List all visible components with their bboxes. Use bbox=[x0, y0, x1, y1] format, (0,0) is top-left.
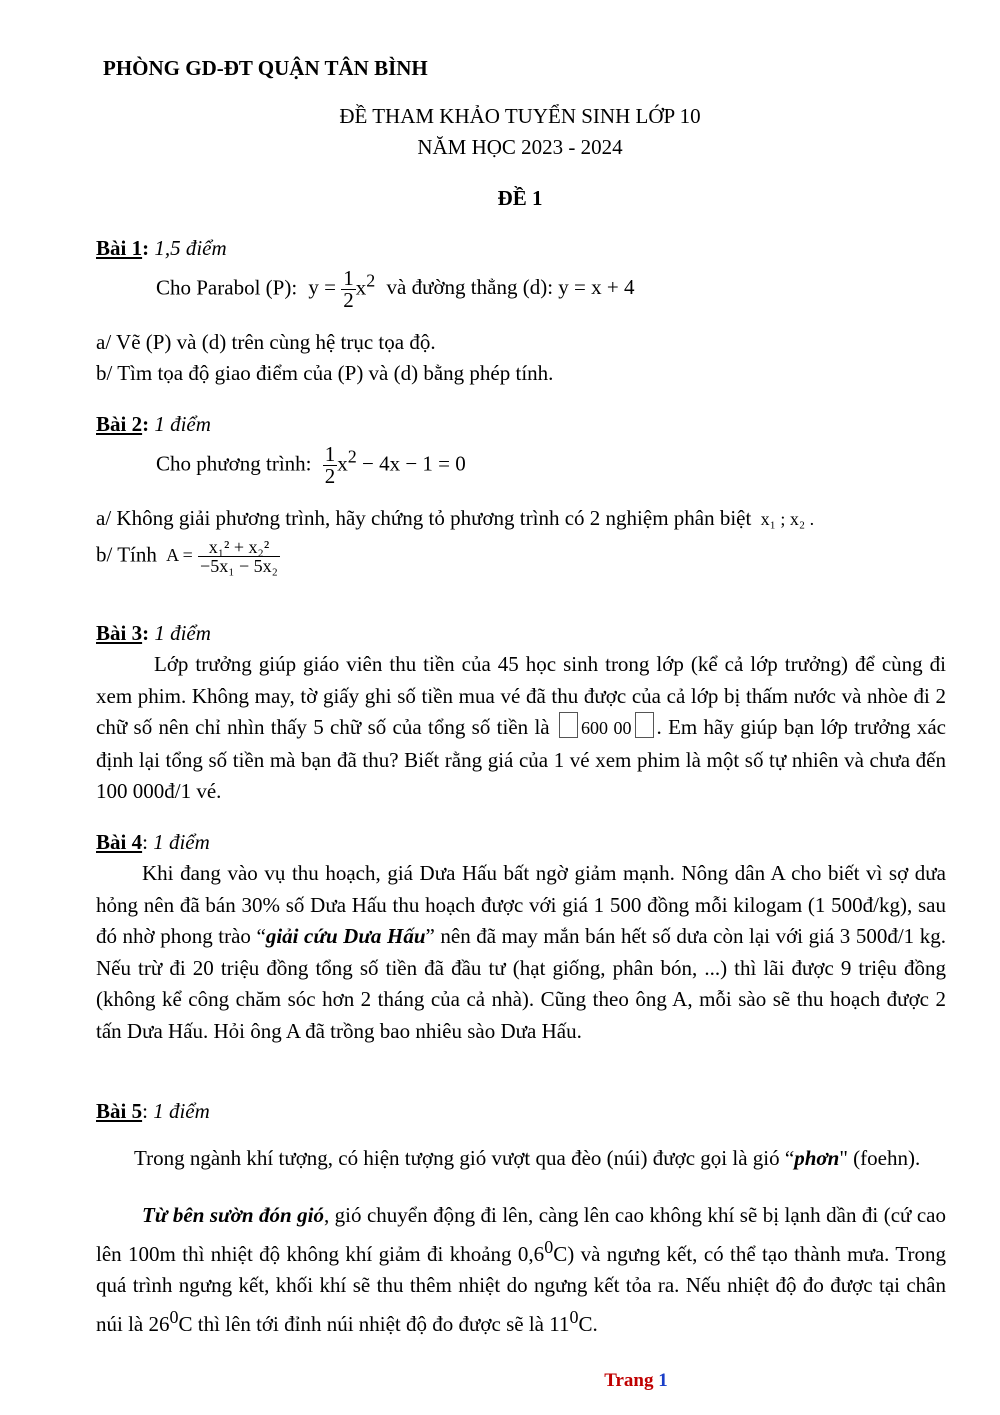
bai2-b-fraction: $\frac{\text{x₁² + x₂²}}{\text{−5x₁ − 5x₂}}$ bbox=[200, 537, 278, 576]
emphasis-text: giải cứu Dưa Hấu bbox=[265, 924, 426, 948]
bai1-eq-x: x bbox=[355, 275, 367, 300]
bai2-eq-x: x bbox=[337, 451, 348, 476]
windward-term: Từ bên sườn đón gió bbox=[142, 1203, 324, 1227]
office-name: PHÒNG GD-ĐT QUẬN TÂN BÌNH bbox=[103, 56, 428, 80]
bai4-points: 1 điểm bbox=[153, 830, 210, 854]
bai1-label: Bài 1 bbox=[96, 236, 143, 260]
foehn-term: phơn bbox=[794, 1146, 840, 1170]
bai4-label: Bài 4 bbox=[96, 830, 143, 854]
bai2-equation-line: Cho phương trình: $\frac{1}{2}$ $x^2 - 4x - 1 = 0$ bbox=[156, 442, 466, 488]
bai3-body: Lớp trưởng giúp giáo viên thu tiền của 45 học sinh trong lớp (kể cả lớp trưởng) để cùng đi xem phim. Không may, tờ giấy ghi số tiền mua vé đã thu được của cả lớp bị thấm nước và nhòe đi 2 chữ số nên chỉ nhìn thấy 5 chữ số của tổng số tiền là 600 00 . Em hãy giúp bạn lớp trưởng xác định lại tổng số tiền mà bạn đã thu? Biết rằng giá của 1 vé xem phim là một số tự nhiên và chưa đến 100 000đ/1 vé. bbox=[96, 652, 947, 803]
blurred-digit-box bbox=[559, 712, 578, 738]
bai5-label: Bài 5 bbox=[96, 1099, 143, 1123]
bai4-body: Khi đang vào vụ thu hoạch, giá Dưa Hấu bất ngờ giảm mạnh. Nông dân A cho biết vì sợ dưa hỏng nên đã bán 30% số Dưa Hấu thu hoạch được với giá 1 500 đồng mỗi kilogam (1 500đ/kg), sau đó nhờ phong trào “giải cứu Dưa Hấu” nên đã may mắn bán hết số dưa còn lại với giá 3 500đ/1 kg. Nếu trừ đi 20 triệu đồng tổng số tiền đã đầu tư (hạt giống, phân bón, ...) thì lãi được 9 triệu đồng (không kể công chăm sóc hơn 2 tháng của cả nhà). Cũng theo ông A, mỗi sào sẽ thu hoạch được 2 tấn Dưa Hấu. Hỏi ông A đã trồng bao nhiêu sào Dưa Hấu. bbox=[96, 861, 946, 1043]
bai5-points: 1 điểm bbox=[153, 1099, 210, 1123]
bai1-intro: Cho Parabol (P): bbox=[156, 275, 298, 300]
bai1-heading: Bài 1: 1,5 điểm bbox=[96, 236, 227, 260]
page-footer bbox=[0, 1370, 1000, 1393]
bai5-paragraph-2: Từ bên sườn đón gió, gió chuyển động đi lên, càng lên cao không khí sẽ bị lạnh dần đi (cứ cao lên 100m thì nhiệt độ không khí giảm đi khoảng $0,6^0C$) và ngưng kết, có thể tạo thành mưa. Trong quá trình ngưng kết, khối khí sẽ thu thêm nhiệt do ngưng kết tỏa ra. Nếu nhiệt độ đo được tại chân núi là $26^0C$ thì lên tới đỉnh núi nhiệt độ đo được sẽ là $11^0C$. bbox=[96, 1203, 947, 1336]
bai1-part-b: b/ Tìm tọa độ giao điểm của (P) và (d) bằng phép tính. bbox=[96, 361, 554, 385]
bai2-b-A: A = bbox=[166, 545, 193, 566]
bai1-equation-line: Cho Parabol (P): y = $\frac{1}{2}$ $x^2$ và đường thẳng (d): y = x + 4 bbox=[156, 266, 635, 312]
bai1-eq-lhs: y = bbox=[308, 275, 336, 300]
bai1-fraction: $\frac{1}{2}$ bbox=[343, 266, 354, 312]
page-number: 1 bbox=[658, 1370, 668, 1391]
bai1-line-text: và đường thẳng (d): y = x + 4 bbox=[386, 275, 635, 300]
bai1-part-a: a/ Vẽ (P) và (d) trên cùng hệ trục tọa độ. bbox=[96, 330, 436, 354]
bai3-points: 1 điểm bbox=[154, 621, 211, 645]
blurred-digit-box bbox=[635, 712, 654, 738]
bai5-heading: Bài 5: 1 điểm bbox=[96, 1099, 210, 1123]
bai2-roots: x₁ ; x₂ . bbox=[760, 509, 815, 529]
bai2-points: 1 điểm bbox=[154, 412, 211, 436]
exam-code: ĐỀ 1 bbox=[497, 186, 543, 210]
bai2-eq-rest: − 4x − 1 = 0 bbox=[362, 451, 466, 476]
bai4-heading: Bài 4: 1 điểm bbox=[96, 830, 210, 854]
bai2-label: Bài 2 bbox=[96, 412, 143, 436]
exam-title: ĐỀ THAM KHẢO TUYỂN SINH LỚP 10 bbox=[339, 104, 701, 128]
bai2-part-b bbox=[96, 538, 280, 575]
bai2-heading: Bài 2: 1 điểm bbox=[96, 412, 211, 436]
bai2-fraction: $\frac{1}{2}$ bbox=[324, 442, 336, 488]
bai2-intro: Cho phương trình: bbox=[156, 451, 312, 476]
visible-digits: 600 00 bbox=[580, 718, 632, 738]
bai5-paragraph-1: Trong ngành khí tượng, có hiện tượng gió vượt qua đèo (núi) được gọi là gió “phơn" (foehn). bbox=[134, 1146, 921, 1170]
bai1-points: 1,5 điểm bbox=[154, 236, 227, 260]
bai3-label: Bài 3 bbox=[96, 621, 143, 645]
bai2-part-a: a/ Không giải phương trình, hãy chứng tỏ phương trình có 2 nghiệm phân biệt x₁ ; x₂ . bbox=[96, 506, 815, 530]
bai2-b-label: b/ Tính bbox=[96, 542, 157, 567]
bai3-heading: Bài 3: 1 điểm bbox=[96, 621, 211, 645]
page-word: Trang bbox=[604, 1370, 654, 1391]
exam-year: NĂM HỌC 2023 - 2024 bbox=[417, 135, 623, 159]
